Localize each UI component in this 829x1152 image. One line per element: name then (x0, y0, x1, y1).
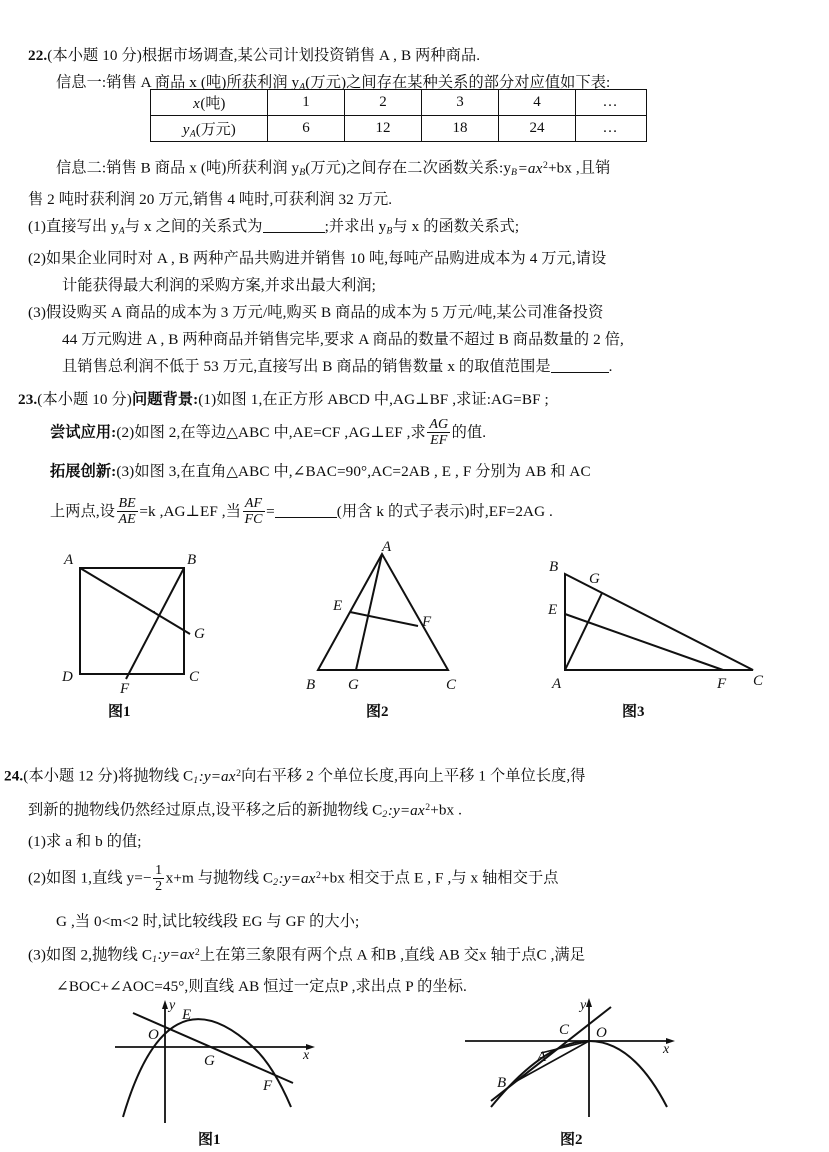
table-cell: 1 (268, 90, 345, 116)
q24-line1-a: 将抛物线 C (117, 767, 194, 785)
vertex-label-B: B (306, 677, 316, 693)
q22-part3-line3 (28, 353, 818, 380)
q22-number: 22. (28, 47, 48, 64)
q23-figure-1 (50, 550, 260, 695)
point-label-F: F (263, 1078, 273, 1094)
q23-line4-d: (用含 k 的式子表示)时,EF=2AG . (336, 503, 553, 520)
answer-blank[interactable] (275, 517, 337, 518)
q23-label-background: 问题背景: (131, 391, 199, 408)
q24-part3-a: (3)如图 2,抛物线 C (28, 946, 153, 964)
q22-part1 (28, 213, 818, 245)
q24-part2-c: :y=ax (278, 870, 316, 887)
q23-line2 (18, 413, 818, 453)
q24-marks: (本小题 12 分) (23, 767, 118, 785)
q24-figure-2 (455, 995, 715, 1135)
q22-part3-line2 (28, 326, 818, 353)
x-symbol: x (193, 96, 200, 112)
vertex-label-D: D (62, 669, 73, 685)
vertex-label-F: F (422, 614, 432, 630)
q24-line2-c: +bx . (430, 801, 463, 819)
c1-subscript: 1 (193, 775, 199, 787)
q22-part2-text2: 计能获得最大利润的采购方案,并求出最大利润; (62, 276, 376, 294)
fraction-AG-EF (427, 417, 450, 448)
table-row-x (151, 90, 647, 116)
q22-info2-line1 (28, 152, 818, 186)
table-cell: 6 (268, 116, 345, 142)
vertex-label-A: A (64, 552, 74, 568)
q24-part1-text: (1)求 a 和 b 的值; (28, 833, 142, 851)
q24-number: 24. (4, 767, 24, 785)
q22-info2-text-b: (万元)之间存在二次函数关系:y (305, 159, 512, 177)
fraction-denominator: AE (118, 512, 136, 528)
table-cell: 12 (345, 116, 422, 142)
q22-info1-text: 销售 A 商品 x (吨)所获利润 y (106, 74, 300, 91)
q22-info1-text2: (万元)之间存在某种关系的部分对应值如下表: (305, 74, 611, 91)
q22-part3-text2: 44 万元购进 A , B 两种商品并销售完毕,要求 A 商品的数量不超过 B 商品数量的 2 倍, (62, 330, 624, 348)
c2-subscript-2: 2 (273, 877, 279, 889)
question-23 (18, 386, 818, 533)
q23-figure-3-caption: 图3 (622, 704, 645, 720)
y-unit: (万元) (195, 121, 236, 138)
fraction-numerator: BE (118, 496, 136, 512)
q24-part3-b: :y=ax (157, 946, 195, 964)
q23-marks: (本小题 10 分) (37, 391, 132, 408)
fraction-denominator: EF (430, 433, 448, 449)
fraction-one-half (153, 863, 164, 894)
q23-line3-a: (3)如图 3,在直角△ABC 中,∠BAC=90°,AC=2AB , E , F 分别为 AB 和 AC (116, 463, 591, 480)
q24-figure-2-caption: 图2 (560, 1132, 583, 1148)
table-row-ya (151, 116, 647, 142)
q22-data-table (150, 89, 647, 142)
vertex-label-F: F (120, 681, 130, 697)
q24-exponent-4: 2 (194, 946, 200, 958)
vertex-label-F: F (717, 676, 727, 692)
q23-figure-3 (545, 552, 785, 697)
table-cell-ellipsis: … (576, 116, 647, 142)
vertex-label-C: C (189, 669, 200, 685)
q23-line2-a: (2)如图 2,在等边△ABC 中,AE=CF ,AG⊥EF ,求 (116, 424, 426, 441)
c2-subscript: 2 (382, 809, 388, 821)
q24-part2-line1 (4, 855, 824, 904)
q22-info2-label: 信息二: (56, 159, 107, 177)
q23-line4-b: =k ,AG⊥EF ,当 (139, 503, 241, 520)
q24-part2-d: +bx 相交于点 E , F ,与 x 轴相交于点 (320, 870, 559, 887)
table-cell: 18 (422, 116, 499, 142)
vertex-label-C: C (753, 673, 764, 689)
q22-marks: (本小题 10 分) (47, 47, 142, 64)
y-subscript: A (189, 128, 196, 140)
q22-stem-line (28, 42, 818, 69)
q24-part2-line2 (4, 905, 824, 939)
vertex-label-C: C (446, 677, 457, 693)
q24-line2-a: 到新的抛物线仍然经过原点,设平移之后的新抛物线 C (28, 801, 383, 819)
q22-part3-text3: 且销售总利润不低于 53 万元,直接写出 B 商品的销售数量 x 的取值范围是 (62, 357, 551, 375)
q23-line4-a: 上两点,设 (50, 503, 116, 520)
fraction-denominator: FC (244, 512, 263, 528)
q23-label-apply: 尝试应用: (50, 424, 117, 441)
q24-exponent-3: 2 (315, 870, 321, 882)
ya-subscript: A (118, 225, 125, 237)
answer-blank[interactable] (551, 372, 609, 373)
axis-label-y: y (580, 998, 587, 1013)
q24-part2-a: (2)如图 1,直线 y=− (28, 870, 152, 887)
q22-part3-period: . (608, 357, 613, 375)
table-header-x (151, 90, 268, 116)
q24-line2-b: :y=ax (387, 801, 425, 819)
q22-part2-text1: (2)如果企业同时对 A , B 两种产品共购进并销售 10 吨,每吨产品购进成本为 4 万元,请设 (28, 249, 607, 267)
vertex-label-B: B (187, 552, 197, 568)
origin-label-O: O (148, 1027, 159, 1043)
q24-figure-1-caption: 图1 (198, 1132, 221, 1148)
table-header-ya (151, 116, 268, 142)
vertex-label-A: A (382, 539, 392, 555)
vertex-label-B: B (549, 559, 559, 575)
q23-line1-text: (1)如图 1,在正方形 ABCD 中,AG⊥BF ,求证:AG=BF ; (198, 391, 549, 408)
vertex-label-E: E (548, 602, 558, 618)
q22-info2-line2-text: 售 2 吨时获利润 20 万元,销售 4 吨时,可获利润 32 万元. (28, 191, 393, 209)
q24-part3-line1 (4, 939, 824, 973)
c1-subscript-2: 1 (152, 953, 158, 965)
yb-subscript-2: B (511, 167, 518, 179)
fraction-BE-AE (117, 496, 138, 527)
q22-part1-a: (1)直接写出 y (28, 218, 119, 236)
table-cell: 4 (499, 90, 576, 116)
fraction-denominator: 2 (155, 879, 163, 895)
q22-info2-text-d: +bx ,且销 (547, 159, 611, 177)
q24-exponent: 2 (236, 768, 242, 779)
answer-blank[interactable] (263, 232, 325, 233)
q23-number: 23. (18, 391, 38, 408)
q22-part1-d: 与 x 的函数关系式; (392, 218, 520, 236)
vertex-label-G: G (589, 571, 600, 587)
table-cell: 3 (422, 90, 499, 116)
axis-label-x: x (663, 1042, 670, 1057)
vertex-label-A: A (552, 676, 562, 692)
point-label-E: E (182, 1007, 192, 1023)
q24-part3-c: 上在第三象限有两个点 A 和B ,直线 AB 交x 轴于点C ,满足 (199, 946, 586, 964)
q23-figure-2 (300, 539, 520, 697)
fraction-numerator: AF (243, 496, 265, 512)
origin-label-O: O (596, 1025, 607, 1041)
q23-line3 (18, 453, 818, 491)
axis-label-x: x (303, 1048, 310, 1063)
q24-figure-1 (105, 995, 355, 1135)
point-label-G: G (204, 1053, 215, 1069)
q24-line1-b: :y=ax (198, 767, 236, 785)
q22-part2-line1 (28, 245, 818, 272)
q24-exponent-2: 2 (425, 802, 431, 814)
q22-info1-subscript: A (299, 81, 306, 93)
q22-exponent: 2 (542, 160, 548, 171)
vertex-label-G: G (194, 626, 205, 642)
q24-part3-text2: ∠BOC+∠AOC=45°,则直线 AB 恒过一定点P ,求出点 P 的坐标. (56, 977, 467, 995)
q22-info2-text-a: 销售 B 商品 x (吨)所获利润 y (106, 159, 300, 177)
yb-subscript-3: B (386, 225, 393, 237)
vertex-label-G: G (348, 677, 359, 693)
point-label-B: B (497, 1075, 507, 1091)
q24-part1 (4, 828, 824, 855)
q23-line1 (18, 386, 818, 413)
q23-line4 (18, 491, 818, 533)
question-24 (4, 760, 824, 1000)
q23-line4-c: = (266, 503, 275, 520)
q23-figure-1-caption: 图1 (108, 704, 131, 720)
q24-part2-text2: G ,当 0<m<2 时,试比较线段 EG 与 GF 的大小; (56, 912, 360, 930)
q23-label-extend: 拓展创新: (50, 463, 117, 480)
table-cell: 2 (345, 90, 422, 116)
yb-subscript-1: B (299, 167, 306, 179)
table-cell-ellipsis: … (576, 90, 647, 116)
q24-part2-b: x+m 与抛物线 C (165, 870, 274, 887)
fraction-numerator: AG (429, 417, 449, 433)
q24-line1 (4, 760, 824, 794)
x-unit: (吨) (200, 96, 226, 112)
q24-line2 (4, 794, 824, 828)
table-cell: 24 (499, 116, 576, 142)
q22-info1-label: 信息一: (56, 74, 107, 91)
q22-part3-line1 (28, 299, 818, 326)
q22-part3-text1: (3)假设购买 A 商品的成本为 3 万元/吨,购买 B 商品的成本为 5 万元/吨,某公司准备投资 (28, 303, 604, 321)
fraction-numerator: 1 (155, 863, 163, 879)
y-symbol: y (182, 121, 190, 138)
fraction-AF-FC (243, 496, 265, 527)
q24-line1-c: 向右平移 2 个单位长度,再向上平移 1 个单位长度,得 (241, 767, 586, 785)
vertex-label-E: E (333, 598, 343, 614)
q22-part1-b: 与 x 之间的关系式为 (124, 218, 263, 236)
q23-figure-2-caption: 图2 (366, 704, 389, 720)
q23-line2-b: 的值. (451, 424, 487, 441)
q22-info2-text-c: =ax (517, 159, 543, 177)
point-label-C: C (559, 1022, 570, 1038)
axis-label-y: y (169, 998, 176, 1013)
q22-stem-text: 根据市场调查,某公司计划投资销售 A , B 两种商品. (141, 47, 481, 64)
q22-part2-line2 (28, 272, 818, 299)
q22-part1-c: ;并求出 y (324, 218, 387, 236)
q22-body (28, 152, 818, 380)
point-label-A: A (537, 1049, 547, 1065)
q22-info2-line2 (28, 186, 818, 213)
